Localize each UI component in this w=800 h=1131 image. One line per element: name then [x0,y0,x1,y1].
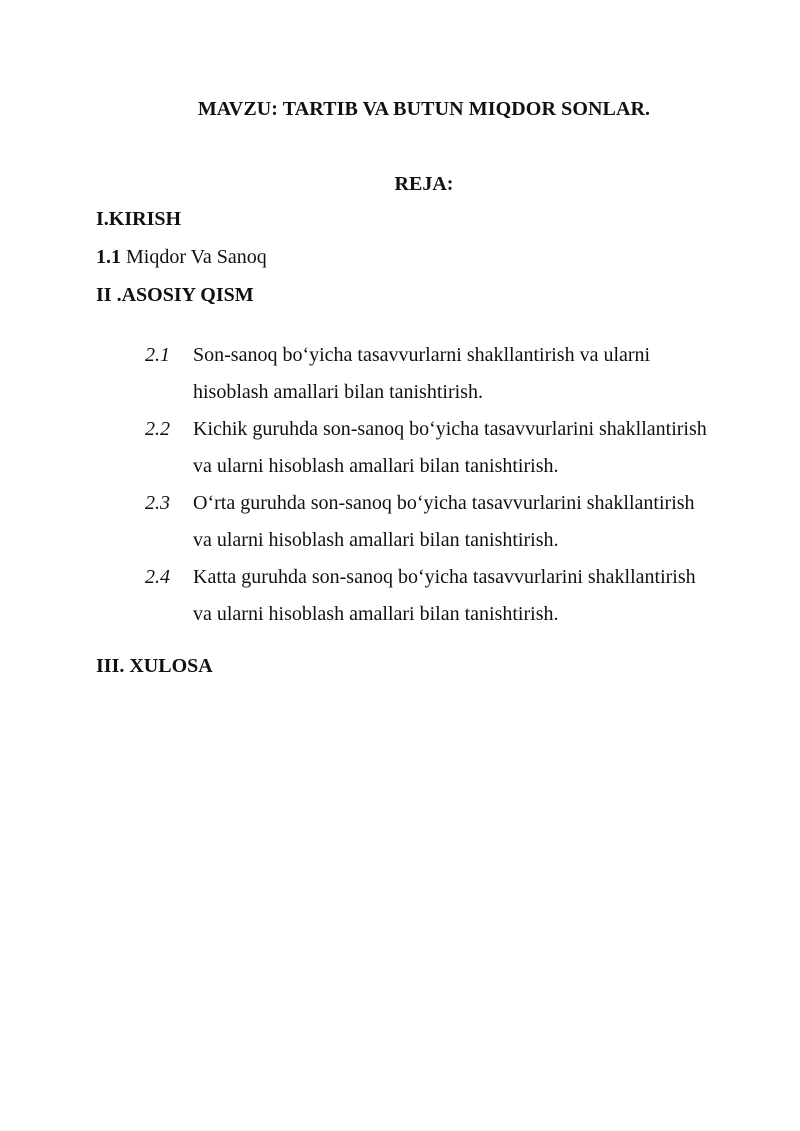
subsection-number: 1.1 [96,246,121,268]
list-item-line: Katta guruhda son-sanoq bo‘yicha tasavvurlarini shakllantirish [193,566,696,588]
subsection-text: Miqdor Va Sanoq [126,246,267,268]
subsection-1-1 [96,246,267,269]
list-item [145,337,765,411]
list-item-number: 2.4 [145,566,170,588]
list-item-number: 2.3 [145,492,170,514]
list-item-text [193,411,765,485]
list-item-line: Son-sanoq bo‘yicha tasavvurlarni shakllantirish va ularni [193,344,651,366]
list-item-text [193,485,765,559]
main-part-list [145,337,765,633]
section-heading-conclusion: III. XULOSA [96,655,213,677]
section-heading-main-part: II .ASOSIY QISM [96,284,254,306]
list-item-line: va ularni hisoblash amallari bilan tanishtirish. [193,529,559,551]
plan-label: REJA: [394,173,454,195]
list-item-line: hisoblash amallari bilan tanishtirish. [193,381,483,403]
list-item [145,559,765,633]
list-item-line: va ularni hisoblash amallari bilan tanishtirish. [193,455,559,477]
list-item-line: Kichik guruhda son-sanoq bo‘yicha tasavvurlarini shakllantirish [193,418,707,440]
list-item [145,485,765,559]
list-item-text [193,337,765,411]
section-heading-introduction: I.KIRISH [96,208,182,230]
list-item-number: 2.1 [145,344,170,366]
list-item-text [193,559,765,633]
list-item-line: va ularni hisoblash amallari bilan tanishtirish. [193,603,559,625]
list-item-number: 2.2 [145,418,170,440]
document-title: MAVZU: TARTIB VA BUTUN MIQDOR SONLAR. [197,98,651,120]
list-item [145,411,765,485]
list-item-line: O‘rta guruhda son-sanoq bo‘yicha tasavvurlarini shakllantirish [193,492,695,514]
